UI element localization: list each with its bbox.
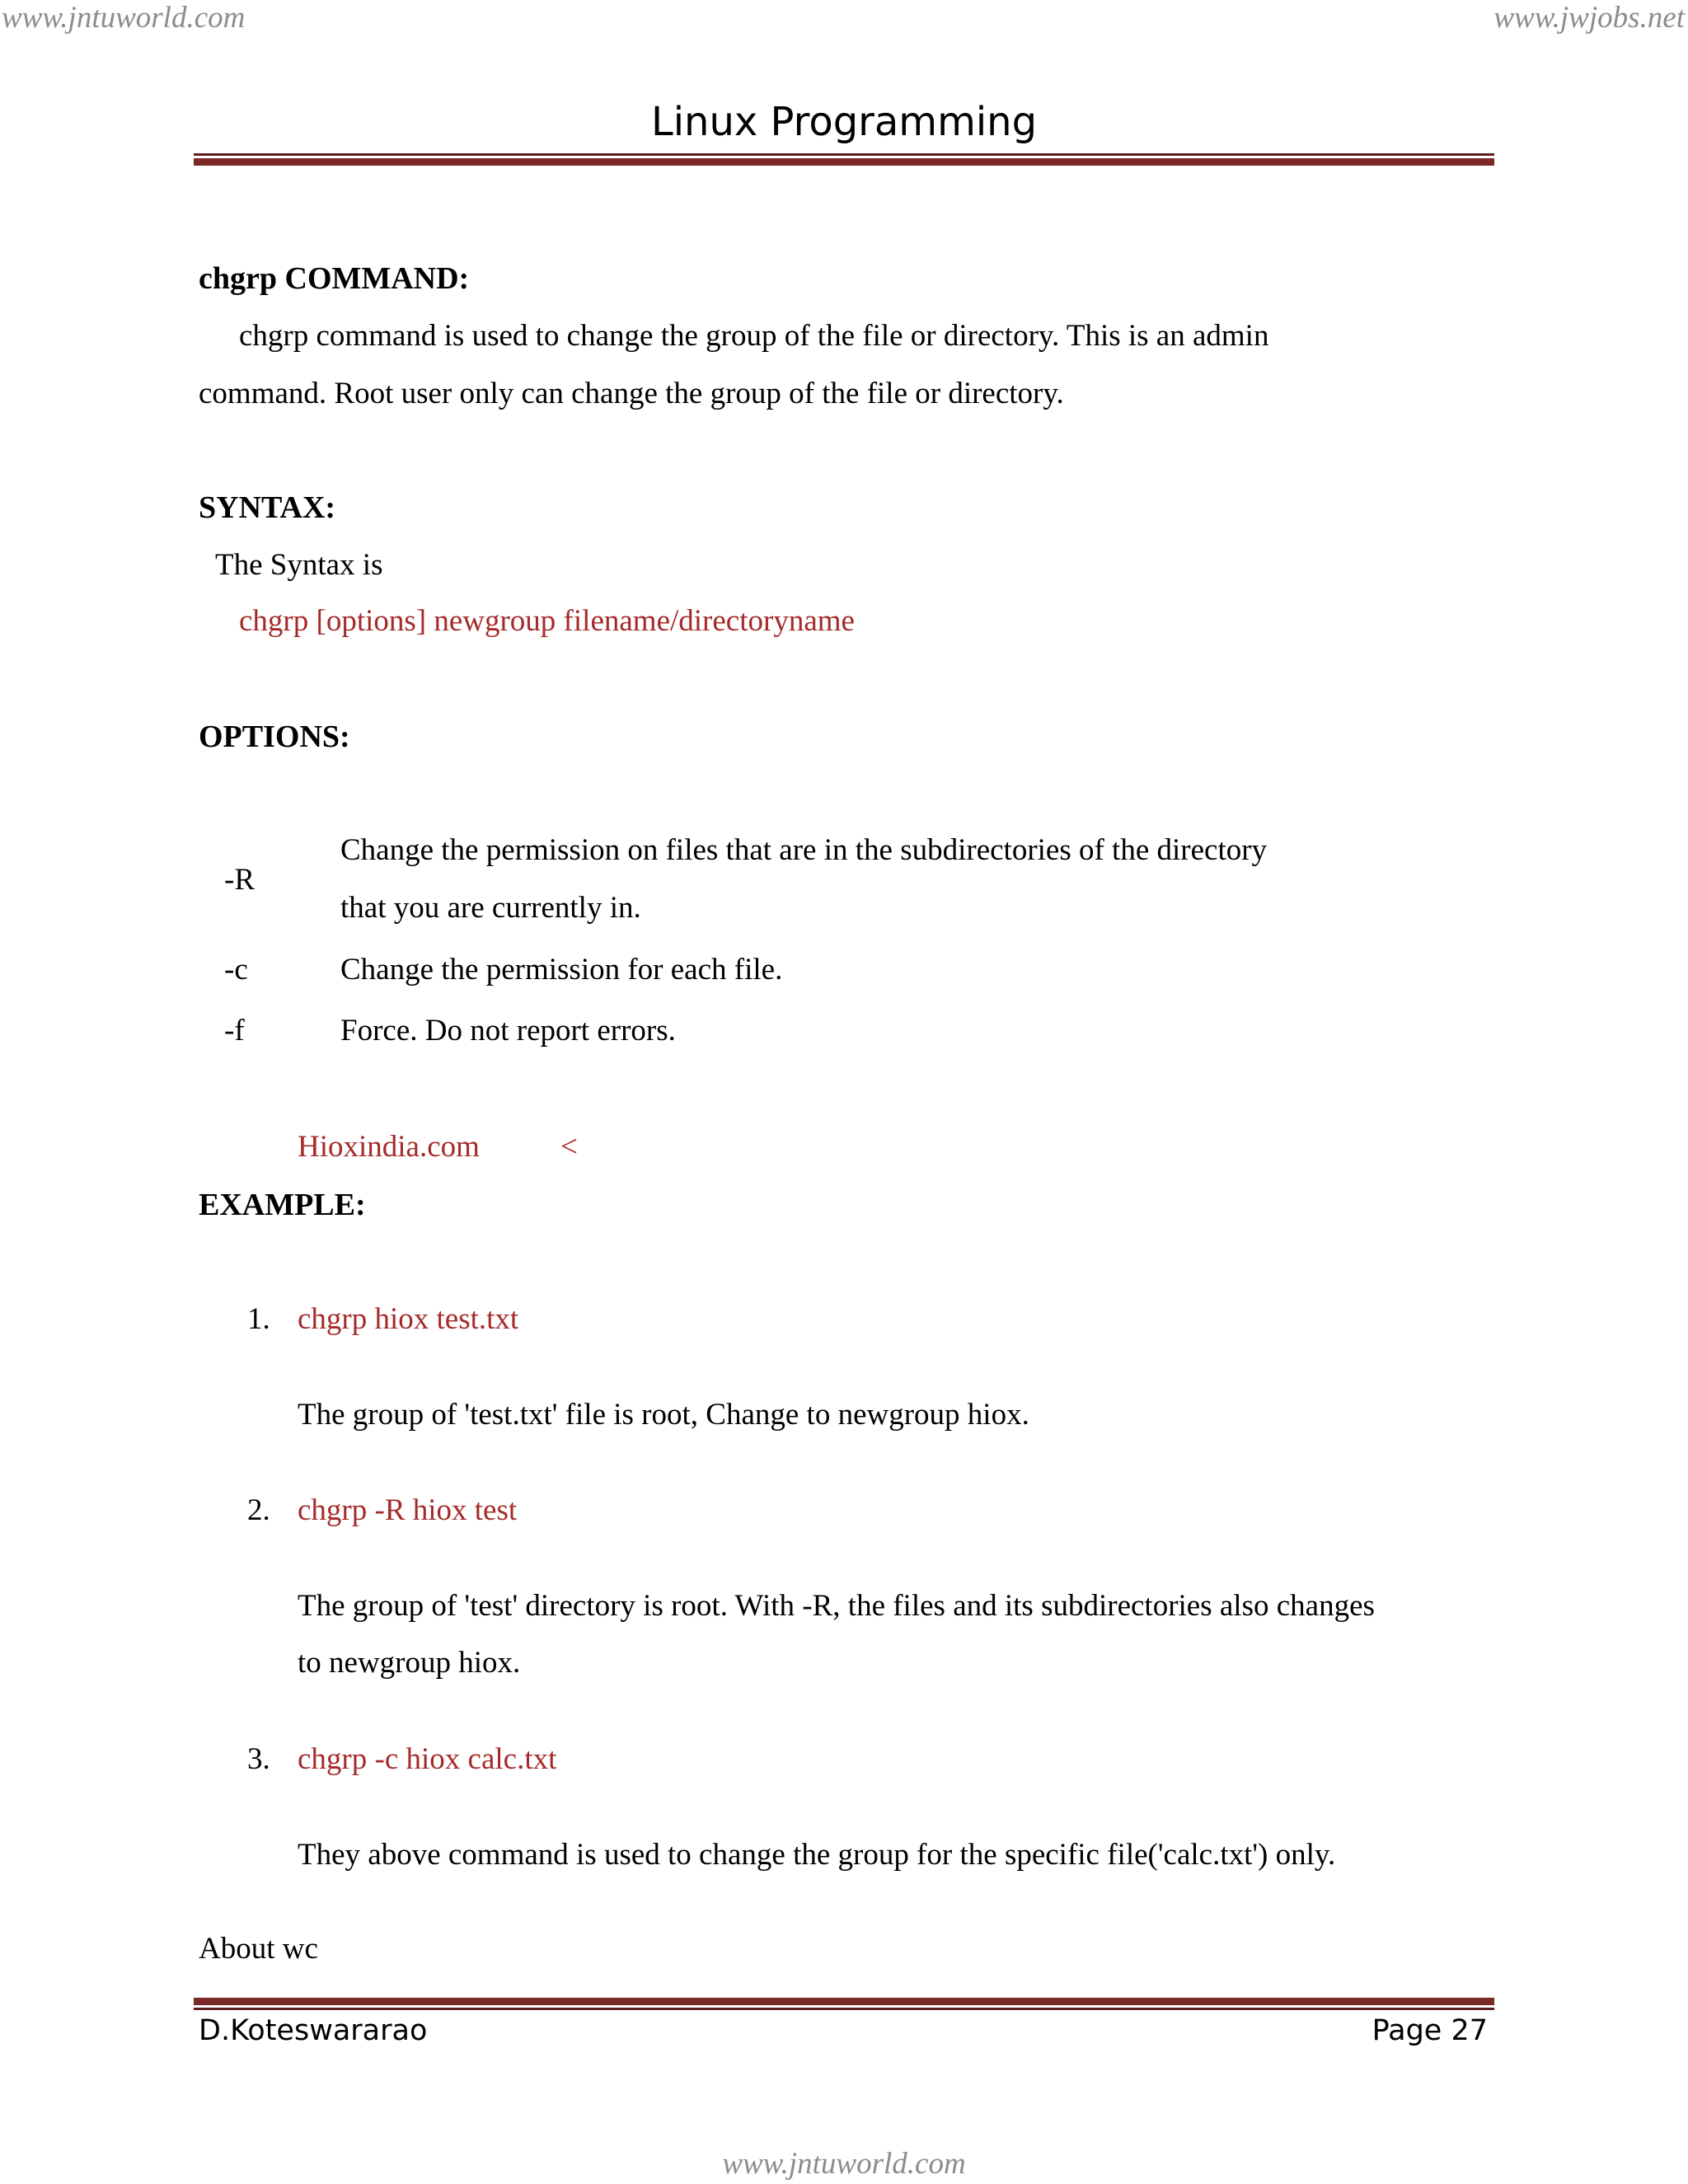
- option-desc: that you are currently in.: [340, 891, 641, 925]
- footer-page-number: Page 27: [1372, 2014, 1488, 2047]
- watermark-top-right: www.jwjobs.net: [1493, 1, 1685, 35]
- hioxindia-link[interactable]: Hioxindia.com: [298, 1130, 480, 1164]
- example-desc: The group of 'test.txt' file is root, Change to newgroup hiox.: [298, 1398, 1029, 1432]
- footer-rule-thick: [194, 1998, 1494, 2005]
- option-flag: -f: [224, 1014, 245, 1047]
- link-arrow: <: [560, 1130, 578, 1164]
- syntax-lead: The Syntax is: [215, 548, 383, 582]
- intro-line-2: command. Root user only can change the group of the file or directory.: [199, 377, 1064, 410]
- example-desc: They above command is used to change the group for the specific file('calc.txt') only.: [298, 1838, 1336, 1872]
- header-rule-thin: [194, 153, 1494, 156]
- option-flag: -c: [224, 953, 248, 987]
- page-title: Linux Programming: [650, 99, 1038, 145]
- option-desc: Force. Do not report errors.: [340, 1014, 676, 1047]
- option-desc: Change the permission for each file.: [340, 953, 783, 987]
- watermark-top-left: www.jntuworld.com: [2, 1, 246, 35]
- options-heading: OPTIONS:: [199, 719, 350, 754]
- example-number: 3.: [247, 1742, 270, 1776]
- example-command: chgrp -R hiox test: [298, 1493, 518, 1527]
- syntax-command: chgrp [options] newgroup filename/directoryname: [239, 604, 855, 638]
- section-heading: chgrp COMMAND:: [199, 261, 470, 296]
- about-link[interactable]: About wc: [199, 1932, 318, 1966]
- footer-author: D.Koteswararao: [199, 2014, 428, 2047]
- example-number: 1.: [247, 1302, 270, 1336]
- option-desc: Change the permission on files that are in the subdirectories of the directory: [340, 833, 1268, 867]
- footer-rule-thin: [194, 2008, 1494, 2010]
- example-number: 2.: [247, 1493, 270, 1527]
- intro-line-1: chgrp command is used to change the group of the file or directory. This is an admin: [239, 319, 1269, 353]
- example-command: chgrp hiox test.txt: [298, 1302, 519, 1336]
- example-desc: to newgroup hiox.: [298, 1646, 521, 1680]
- syntax-heading: SYNTAX:: [199, 490, 336, 525]
- option-flag: -R: [224, 863, 255, 897]
- example-desc: The group of 'test' directory is root. With -R, the files and its subdirectories also changes: [298, 1589, 1375, 1623]
- example-command: chgrp -c hiox calc.txt: [298, 1742, 557, 1776]
- header-rule-thick: [194, 158, 1494, 166]
- watermark-bottom: www.jntuworld.com: [722, 2147, 966, 2181]
- example-heading: EXAMPLE:: [199, 1188, 366, 1222]
